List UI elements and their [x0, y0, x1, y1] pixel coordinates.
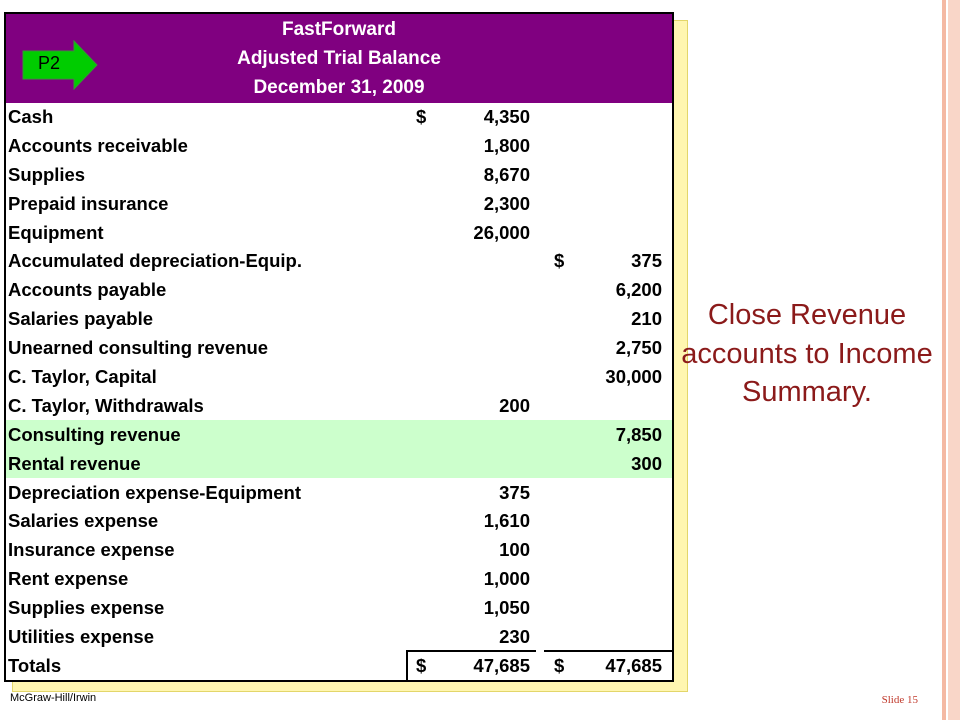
table-row — [6, 535, 672, 564]
table-row — [6, 506, 672, 535]
company-name: FastForward — [281, 19, 397, 40]
table-row — [6, 420, 672, 449]
table-row — [6, 449, 672, 478]
credit-amount: 210 — [631, 308, 662, 330]
p2-label: P2 — [38, 53, 61, 73]
debit-amount: 2,300 — [483, 192, 530, 214]
account-name: Accounts receivable — [8, 134, 188, 156]
table-row — [6, 622, 672, 651]
table-row — [6, 275, 672, 304]
table-row — [6, 131, 672, 160]
credit-amount: 6,200 — [615, 279, 662, 301]
account-name: C. Taylor, Capital — [8, 366, 157, 388]
account-name: Rent expense — [8, 568, 129, 590]
account-name: Utilities expense — [8, 626, 155, 648]
account-name: Salaries expense — [8, 510, 159, 532]
debit-amount: 1,000 — [483, 568, 530, 590]
debit-amount: 100 — [499, 539, 530, 561]
table-row — [6, 304, 672, 333]
credit-amount: 2,750 — [615, 337, 662, 359]
account-name: Depreciation expense-Equipment — [8, 481, 301, 503]
account-name: Insurance expense — [8, 539, 175, 561]
report-title: Adjusted Trial Balance — [237, 48, 441, 69]
debit-amount: 375 — [499, 481, 530, 503]
debit-currency-sign: $ — [416, 106, 427, 127]
report-date: December 31, 2009 — [253, 77, 425, 98]
debit-currency-sign: $ — [416, 654, 427, 676]
account-name: Prepaid insurance — [8, 192, 169, 214]
debit-amount: 47,685 — [473, 654, 530, 676]
credit-amount: 30,000 — [605, 366, 662, 388]
table-row — [6, 218, 672, 247]
table-body — [6, 102, 672, 680]
credit-amount: 375 — [631, 250, 662, 272]
debit-amount: 4,350 — [483, 106, 530, 127]
border-stripe-outer — [948, 0, 960, 720]
account-name: Rental revenue — [8, 452, 141, 474]
credit-amount: 47,685 — [605, 654, 662, 676]
table-row — [6, 478, 672, 507]
publisher-label: McGraw-Hill/Irwin — [10, 692, 97, 704]
account-name: Totals — [8, 654, 62, 676]
debit-amount: 1,610 — [483, 510, 530, 532]
debit-amount: 230 — [499, 626, 530, 648]
table-row — [6, 189, 672, 218]
totals-box-left-border — [406, 650, 408, 682]
account-name: Cash — [8, 106, 54, 127]
debit-total-rule — [406, 650, 536, 652]
note-text: Close Revenue accounts to Income Summary. — [681, 299, 933, 408]
close-revenue-note — [676, 296, 938, 411]
table-row — [6, 160, 672, 189]
account-name: Accounts payable — [8, 279, 167, 301]
table-header — [6, 14, 672, 103]
table-row — [6, 391, 672, 420]
table-row — [6, 593, 672, 622]
debit-amount: 1,050 — [483, 597, 530, 619]
debit-amount: 200 — [499, 394, 530, 416]
totals-row — [6, 651, 672, 680]
account-name: Accumulated depreciation-Equip. — [8, 250, 302, 272]
account-name: Equipment — [8, 221, 104, 243]
account-name: Consulting revenue — [8, 423, 181, 445]
table-row — [6, 564, 672, 593]
debit-amount: 1,800 — [483, 134, 530, 156]
p2-arrow-badge — [22, 40, 98, 90]
credit-amount: 300 — [631, 452, 662, 474]
table-row — [6, 362, 672, 391]
account-name: Unearned consulting revenue — [8, 337, 269, 359]
trial-balance-table — [4, 12, 674, 682]
account-name: Supplies expense — [8, 597, 165, 619]
table-row — [6, 102, 672, 131]
table-row — [6, 246, 672, 275]
table-row — [6, 333, 672, 362]
account-name: C. Taylor, Withdrawals — [8, 394, 204, 416]
account-name: Salaries payable — [8, 308, 154, 330]
credit-currency-sign: $ — [554, 250, 565, 272]
account-name: Supplies — [8, 163, 86, 185]
credit-total-rule — [544, 650, 672, 652]
debit-amount: 26,000 — [473, 221, 530, 243]
slide-number: Slide 15 — [881, 694, 918, 706]
credit-currency-sign: $ — [554, 654, 565, 676]
debit-amount: 8,670 — [483, 163, 530, 185]
credit-amount: 7,850 — [615, 423, 662, 445]
